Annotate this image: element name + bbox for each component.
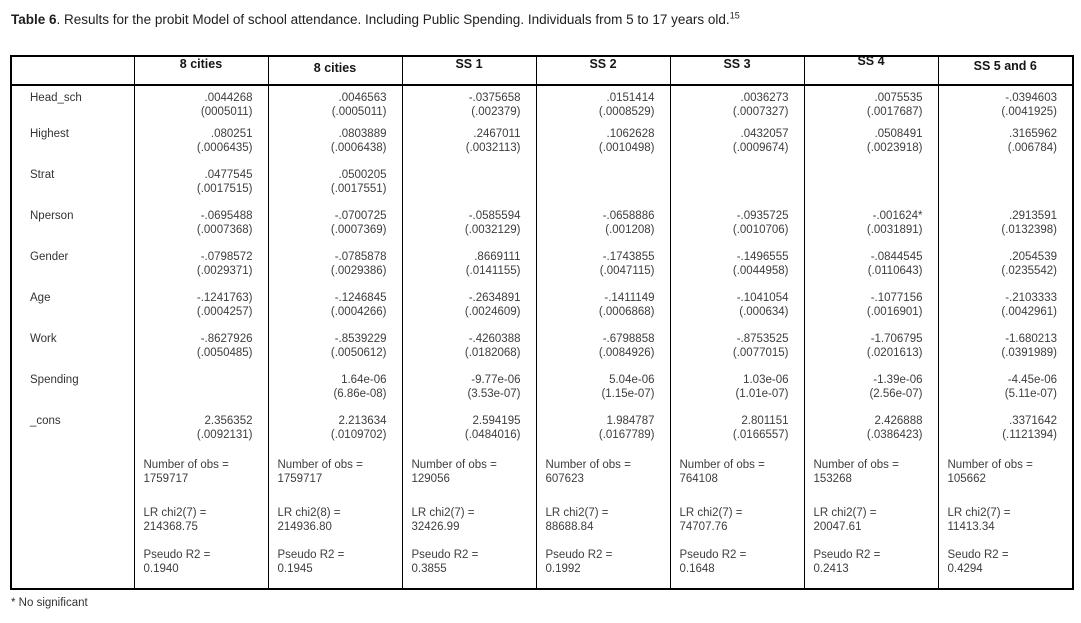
coefficient-cell [536,249,670,290]
stat-label: Seudo R2 = [947,549,1009,561]
coefficient-cell [268,372,402,413]
standard-error: (3.53e-07) [467,387,521,400]
coefficient-cell [268,208,402,249]
column-header-label: SS 5 and 6 [973,59,1037,73]
standard-error: (.0004266) [330,305,387,318]
standard-error: (.0007327) [732,105,789,118]
coefficient-row [11,126,1073,167]
statistic-row-number-of-obs [11,454,1073,502]
stat-label: LR chi2(7) = [679,507,743,519]
standard-error: (.0167789) [598,428,655,441]
column-header-label: 8 cities [179,57,223,71]
coefficient-cell [670,372,804,413]
coefficient-cell [134,290,268,331]
standard-error: (.0386423) [866,428,923,441]
stat-label: LR chi2(8) = [277,507,341,519]
standard-error: (.0484016) [464,428,521,441]
stat-value: 1759717 [277,472,323,485]
standard-error: (.0023918) [866,141,923,154]
stat-label: LR chi2(7) = [813,507,877,519]
stat-label: Number of obs = [411,459,497,471]
standard-error: (.0182068) [464,346,521,359]
coefficient-cell [938,290,1073,331]
lr-chi2-cell [670,502,804,544]
coefficient-cell [536,167,670,208]
coefficient-value: -.1411149 [604,292,655,304]
coefficient-cell [938,85,1073,126]
coefficient-row [11,290,1073,331]
coefficient-value: -.0585594 [468,210,521,222]
stat-label: LR chi2(7) = [947,507,1011,519]
coefficient-value: .1062628 [606,128,655,140]
coefficient-cell [536,85,670,126]
standard-error: (.0029386) [330,264,387,277]
footnote: * No significant [11,597,88,609]
coefficient-cell [938,413,1073,454]
coefficient-value: -.1496555 [736,251,789,263]
standard-error: (.0032129) [464,223,521,236]
variable-label: Nperson [30,210,74,222]
coefficient-row [11,167,1073,208]
stat-value: 214936.80 [277,520,332,533]
coefficient-cell [670,331,804,372]
stat-value: 214368.75 [143,520,198,533]
coefficient-cell [134,167,268,208]
pseudo-r2-cell [804,544,938,589]
coefficient-value: -.0844545 [870,251,923,263]
standard-error: (.0092131) [196,428,253,441]
coefficient-value: -.1246845 [334,292,387,304]
coefficient-value: -.0700725 [334,210,387,222]
standard-error: (.0017551) [330,182,387,195]
variable-label: Head_sch [30,92,82,104]
variable-label: Spending [30,374,79,386]
coefficient-cell [402,331,536,372]
coefficient-cell [804,372,938,413]
stat-value: 764108 [679,472,718,485]
coefficient-cell [134,249,268,290]
coefficient-cell [402,413,536,454]
coefficient-cell [268,413,402,454]
coefficient-value: -.0375658 [468,92,521,104]
coefficient-cell [670,85,804,126]
coefficient-value: -.0935725 [736,210,789,222]
coefficient-cell [268,85,402,126]
standard-error: (.0006438) [330,141,387,154]
standard-error: (.0017515) [196,182,253,195]
coefficient-cell [268,167,402,208]
standard-error: (1.01e-07) [735,387,789,400]
standard-error: (.0044958) [732,264,789,277]
lr-chi2-cell [804,502,938,544]
coefficient-cell [670,126,804,167]
coefficient-cell [134,126,268,167]
coefficient-value: .0508491 [874,128,923,140]
column-header-label: SS 2 [589,57,617,71]
standard-error: (.0006435) [196,141,253,154]
standard-error: (.001208) [605,223,655,236]
coefficient-cell [402,249,536,290]
column-header-label: SS 4 [857,56,885,68]
pseudo-r2-cell [536,544,670,589]
stat-value: 0.4294 [947,562,983,575]
coefficient-value: 1.984787 [606,415,655,427]
stat-label: Number of obs = [679,459,765,471]
coefficient-row [11,208,1073,249]
standard-error: (.0032113) [465,141,521,154]
header-row [11,56,1073,85]
pseudo-r2-cell [402,544,536,589]
coefficient-value: 1.03e-06 [743,374,789,386]
coefficient-cell [134,208,268,249]
coefficient-cell [804,413,938,454]
stat-value: 0.1648 [679,562,715,575]
standard-error: (1.15e-07) [601,387,655,400]
coefficient-value: -.0798572 [200,251,253,263]
coefficient-value: .0803889 [338,128,387,140]
stat-label: Pseudo R2 = [545,549,613,561]
coefficient-value: 1.64e-06 [341,374,387,386]
stat-label: Pseudo R2 = [679,549,747,561]
stat-value: 11413.34 [947,520,995,533]
table-caption-text: . Results for the probit Model of school attendance. Including Public Spending. Individuals from 5 to 17 years old. [56,12,730,27]
coefficient-value: -1.706795 [870,333,923,345]
coefficient-value: .3371642 [1009,415,1057,427]
standard-error: (.0235542) [1001,264,1057,277]
coefficient-cell [804,208,938,249]
empty-label-cell [11,502,134,544]
stat-value: 0.1992 [545,562,581,575]
pseudo-r2-cell [134,544,268,589]
standard-error: (.0166557) [732,428,789,441]
number-of-obs-cell [268,454,402,502]
standard-error: (.0110643) [867,264,923,277]
coefficient-cell [804,331,938,372]
stat-value: 0.3855 [411,562,447,575]
number-of-obs-cell [134,454,268,502]
coefficient-cell [670,249,804,290]
coefficient-cell [134,331,268,372]
coefficient-cell [402,290,536,331]
coefficient-cell [804,126,938,167]
standard-error: (0005011) [200,105,253,118]
stat-value: 129056 [411,472,450,485]
stat-value: 20047.61 [813,520,862,533]
coefficient-cell [536,290,670,331]
column-header-label: SS 1 [455,57,483,71]
coefficient-value: 2.426888 [874,415,923,427]
coefficient-value: .0432057 [740,128,789,140]
standard-error: (.0005011) [331,105,387,118]
coefficient-cell [670,290,804,331]
variable-label: _cons [30,415,61,427]
coefficient-value: -.1743855 [602,251,655,263]
variable-label: Strat [30,169,55,181]
coefficient-cell [804,290,938,331]
standard-error: (.0016901) [866,305,923,318]
statistic-row-pseudo-r2 [11,544,1073,589]
coefficient-cell [804,167,938,208]
coefficient-cell [402,208,536,249]
column-header [804,56,938,85]
standard-error: (.1121394) [1002,428,1057,441]
column-header [134,56,268,85]
standard-error: (.0008529) [598,105,655,118]
standard-error: (.0009674) [732,141,789,154]
coefficient-value: .3165962 [1009,128,1057,140]
variable-label: Age [30,292,51,304]
column-header-label: SS 3 [723,57,751,71]
stat-label: Number of obs = [813,459,899,471]
coefficient-cell [536,372,670,413]
coefficient-value: 2.356352 [204,415,253,427]
coefficient-value: .2913591 [1009,210,1057,222]
coefficient-value: -.2103333 [1005,292,1057,304]
stat-value: 0.2413 [813,562,849,575]
coefficient-cell [134,85,268,126]
coefficient-value: .8669111 [474,251,521,263]
standard-error: (.0391989) [1001,346,1057,359]
coefficient-value: -.8627926 [200,333,253,345]
number-of-obs-cell [402,454,536,502]
stat-label: LR chi2(7) = [411,507,475,519]
coefficient-cell [268,331,402,372]
coefficient-cell [536,413,670,454]
coefficient-row [11,85,1073,126]
standard-error: (.0141155) [465,264,521,277]
standard-error: (.0004257) [196,305,253,318]
stat-value: 0.1940 [143,562,179,575]
coefficient-cell [536,126,670,167]
stat-label: LR chi2(7) = [545,507,609,519]
coefficient-cell [938,167,1073,208]
coefficient-cell [268,126,402,167]
coefficient-value: -.4260388 [468,333,521,345]
results-table [10,55,1074,590]
coefficient-cell [134,372,268,413]
empty-label-cell [11,454,134,502]
coefficient-cell [938,331,1073,372]
coefficient-cell [804,249,938,290]
coefficient-value: .0477545 [204,169,253,181]
pseudo-r2-cell [670,544,804,589]
standard-error: (.0010706) [732,223,789,236]
corner-header-cell [11,56,134,85]
stat-value: 88688.84 [545,520,594,533]
standard-error: (5.11e-07) [1004,387,1057,400]
coefficient-row [11,372,1073,413]
coefficient-cell [268,290,402,331]
coefficient-value: .0500205 [338,169,387,181]
standard-error: (.0031891) [866,223,923,236]
coefficient-cell [670,167,804,208]
coefficient-value: .080251 [210,128,253,140]
coefficient-value: .0044268 [204,92,253,104]
standard-error: (.002379) [471,105,521,118]
stat-value: 607623 [545,472,584,485]
stat-value: 105662 [947,472,986,485]
coefficient-cell [536,208,670,249]
standard-error: (.006784) [1007,141,1057,154]
lr-chi2-cell [402,502,536,544]
coefficient-value: -.6798858 [602,333,655,345]
standard-error: (2.56e-07) [869,387,923,400]
standard-error: (.0024609) [464,305,521,318]
coefficient-value: .2054539 [1009,251,1057,263]
standard-error: (.0084926) [598,346,655,359]
standard-error: (.0201613) [866,346,923,359]
coefficient-cell [536,331,670,372]
table-caption-footnote-ref: 15 [729,10,740,21]
standard-error: (.0007368) [196,223,253,236]
standard-error: (.0017687) [866,105,923,118]
coefficient-cell [938,372,1073,413]
stat-value: 32426.99 [411,520,460,533]
coefficient-cell [804,85,938,126]
coefficient-cell [670,208,804,249]
standard-error: (.0010498) [598,141,655,154]
coefficient-value: .2467011 [473,128,521,140]
number-of-obs-cell [938,454,1073,502]
standard-error: (.0029371) [196,264,253,277]
statistic-row-lr-chi2 [11,502,1073,544]
number-of-obs-cell [804,454,938,502]
coefficient-value: -.2634891 [468,292,521,304]
coefficient-cell [938,249,1073,290]
coefficient-cell [938,126,1073,167]
lr-chi2-cell [268,502,402,544]
coefficient-value: -1.39e-06 [873,374,923,386]
stat-label: Pseudo R2 = [813,549,881,561]
number-of-obs-cell [670,454,804,502]
lr-chi2-cell [536,502,670,544]
coefficient-cell [402,167,536,208]
stat-value: 153268 [813,472,852,485]
stat-value: 1759717 [143,472,189,485]
coefficient-value: -1.680213 [1005,333,1057,345]
coefficient-value: -.8753525 [736,333,789,345]
coefficient-value: -.0695488 [200,210,253,222]
coefficient-value: 5.04e-06 [609,374,655,386]
coefficient-value: -.0658886 [602,210,655,222]
stat-value: 74707.76 [679,520,728,533]
column-header-label: 8 cities [313,61,357,75]
table-caption-number: Table 6 [11,12,57,27]
standard-error: (.0077015) [732,346,789,359]
coefficient-value: -.1077156 [870,292,923,304]
variable-label: Work [30,333,57,345]
stat-label: Pseudo R2 = [411,549,479,561]
coefficient-value: 2.594195 [472,415,521,427]
coefficient-value: .0151414 [606,92,655,104]
coefficient-value: -.8539229 [334,333,387,345]
coefficient-cell [402,126,536,167]
coefficient-value: -.0785878 [334,251,387,263]
coefficient-value: -.0394603 [1005,92,1057,104]
coefficient-row [11,331,1073,372]
coefficient-row [11,413,1073,454]
column-header [536,56,670,85]
stat-label: Pseudo R2 = [277,549,345,561]
coefficient-cell [134,413,268,454]
standard-error: (.0041925) [1001,105,1057,118]
standard-error: (.0132398) [1001,223,1057,236]
column-header [402,56,536,85]
coefficient-value: .0046563 [338,92,387,104]
number-of-obs-cell [536,454,670,502]
standard-error: (.0050612) [330,346,387,359]
coefficient-row [11,249,1073,290]
table-caption [11,12,740,27]
standard-error: (.0007369) [330,223,387,236]
stat-label: Number of obs = [947,459,1033,471]
coefficient-value: .0075535 [874,92,923,104]
column-header [938,56,1073,85]
lr-chi2-cell [134,502,268,544]
stat-label: Pseudo R2 = [143,549,211,561]
coefficient-value: 2.801151 [741,415,789,427]
coefficient-cell [938,208,1073,249]
standard-error: (6.86e-08) [333,387,387,400]
stat-value: 0.1945 [277,562,313,575]
column-header [670,56,804,85]
coefficient-value: -4.45e-06 [1007,374,1057,386]
pseudo-r2-cell [938,544,1073,589]
stat-label: Number of obs = [277,459,363,471]
coefficient-value: -9.77e-06 [471,374,521,386]
coefficient-value: 2.213634 [338,415,387,427]
pseudo-r2-cell [268,544,402,589]
coefficient-cell [402,85,536,126]
standard-error: (.0050485) [196,346,253,359]
standard-error: (.0042961) [1001,305,1057,318]
lr-chi2-cell [938,502,1073,544]
standard-error: (.0006868) [598,305,655,318]
stat-label: Number of obs = [143,459,229,471]
stat-label: Number of obs = [545,459,631,471]
coefficient-value: -.1041054 [736,292,789,304]
standard-error: (.000634) [739,305,789,318]
empty-label-cell [11,544,134,589]
standard-error: (.0047115) [599,264,655,277]
standard-error: (.0109702) [330,428,387,441]
coefficient-cell [670,413,804,454]
column-header [268,56,402,85]
variable-label: Highest [30,128,69,140]
coefficient-cell [402,372,536,413]
coefficient-cell [268,249,402,290]
coefficient-value: -.1241763) [196,292,253,304]
variable-label: Gender [30,251,69,263]
coefficient-value: -.001624* [872,210,923,222]
stat-label: LR chi2(7) = [143,507,207,519]
coefficient-value: .0036273 [740,92,789,104]
